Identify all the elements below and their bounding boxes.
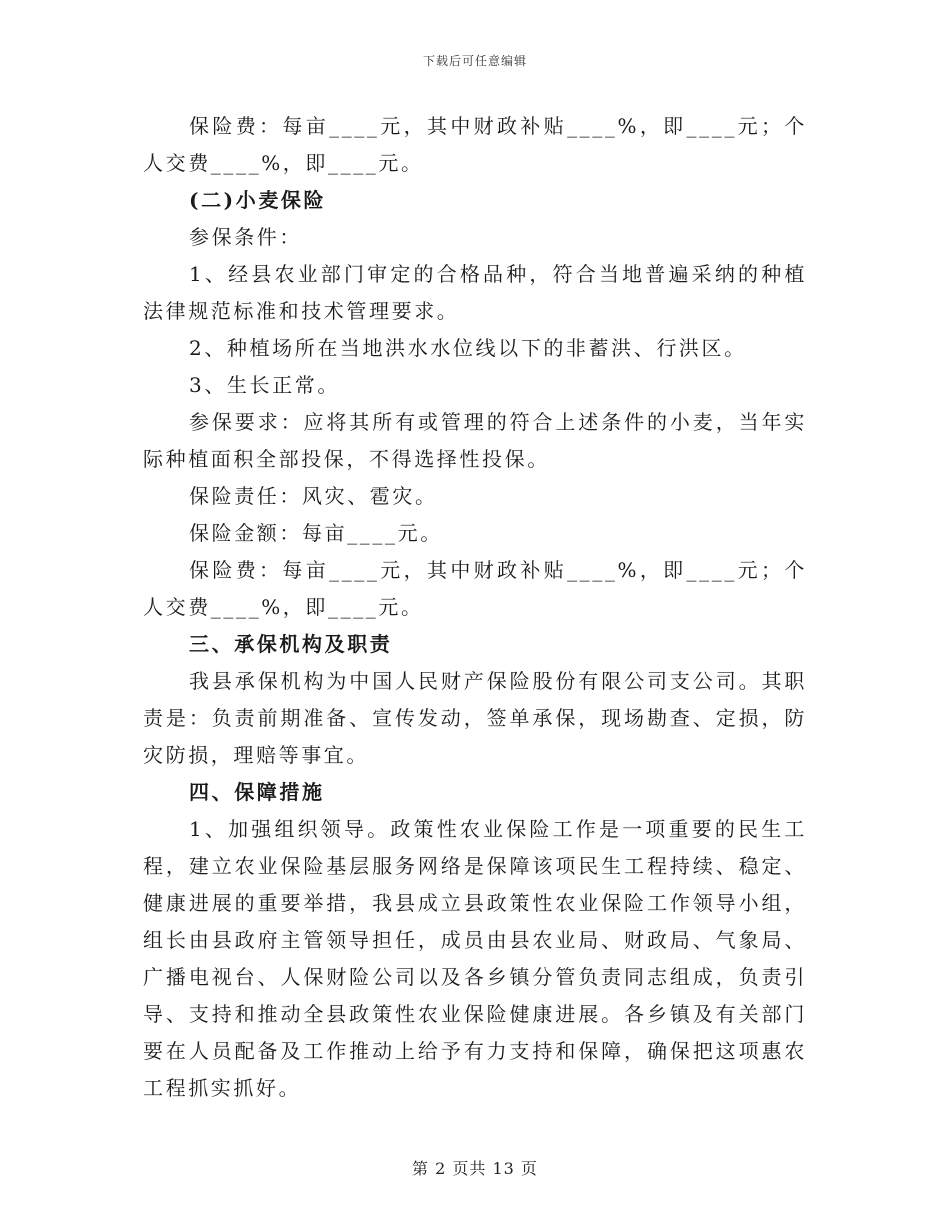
premium-paragraph-2: 保险费：每亩____元，其中财政补贴____%，即____元；个人交费____%，即____元。 — [143, 558, 807, 619]
page-number-footer: 第 2 页共 13 页 — [412, 1159, 538, 1178]
safeguard-item-1: 1、加强组织领导。政策性农业保险工作是一项重要的民生工程，建立农业保险基层服务网络是保障该项民生工程持续、稳定、健康进展的重要举措，我县成立县政策性农业保险工作领导小组，组长由县政府主管领导担任，成员由县农业局、财政局、气象局、广播电视台、人保财险公司以及各乡镇分管负责同志组成，负责引导、支持和推动全县政策性农业保险健康进展。各乡镇及有关部门要在人员配备及工作推动上给予有力支持和保障，确保把这项惠农工程抓实抓好。 — [143, 817, 807, 1100]
insured-amount-paragraph: 保险金额：每亩____元。 — [189, 521, 443, 545]
document-body — [143, 108, 807, 1107]
section-heading-wheat-insurance: (二)小麦保险 — [189, 188, 327, 212]
underwriter-paragraph: 我县承保机构为中国人民财产保险股份有限公司支公司。其职责是：负责前期准备、宣传发动，签单承保，现场勘查、定损，防灾防损，理赔等事宜。 — [143, 669, 807, 767]
premium-paragraph-1: 保险费：每亩____元，其中财政补贴____%，即____元；个人交费____%，即____元。 — [143, 114, 807, 175]
insurance-liability-paragraph: 保险责任：风灾、雹灾。 — [189, 484, 438, 508]
page-header-note: 下载后可任意编辑 — [422, 54, 527, 68]
section-heading-safeguards: 四、保障措施 — [189, 780, 325, 804]
insurance-requirement-paragraph: 参保要求：应将其所有或管理的符合上述条件的小麦，当年实际种植面积全部投保，不得选择性投保。 — [143, 410, 807, 471]
eligibility-item-1: 1、经县农业部门审定的合格品种，符合当地普遍采纳的种植法律规范标准和技术管理要求。 — [143, 262, 807, 323]
eligibility-item-2: 2、种植场所在当地洪水水位线以下的非蓄洪、行洪区。 — [189, 336, 747, 360]
eligibility-label: 参保条件： — [189, 225, 302, 249]
eligibility-item-3: 3、生长正常。 — [189, 373, 340, 397]
section-heading-underwriter: 三、承保机构及职责 — [189, 632, 393, 656]
